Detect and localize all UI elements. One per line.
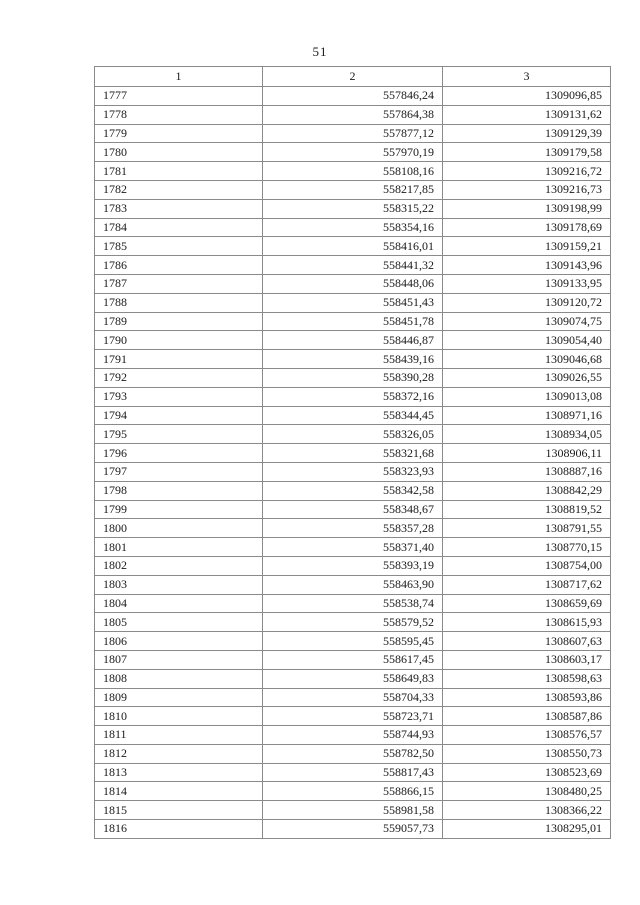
table-row (95, 87, 611, 106)
y-coordinate-cell: 1309096,85 (443, 87, 611, 106)
table-row (95, 575, 611, 594)
x-coordinate-cell: 558723,71 (263, 707, 443, 726)
x-coordinate-cell: 558446,87 (263, 331, 443, 350)
table-row (95, 820, 611, 839)
y-coordinate-cell: 1308615,93 (443, 613, 611, 632)
column-header-3: 3 (443, 67, 611, 87)
y-coordinate-cell: 1308971,16 (443, 406, 611, 425)
y-coordinate-cell: 1308906,11 (443, 444, 611, 463)
x-coordinate-cell: 558357,28 (263, 519, 443, 538)
point-number-cell: 1786 (95, 256, 263, 275)
point-number-cell: 1796 (95, 444, 263, 463)
point-number-cell: 1808 (95, 669, 263, 688)
table-row (95, 237, 611, 256)
x-coordinate-cell: 558344,45 (263, 406, 443, 425)
x-coordinate-cell: 557846,24 (263, 87, 443, 106)
x-coordinate-cell: 558315,22 (263, 199, 443, 218)
x-coordinate-cell: 558372,16 (263, 387, 443, 406)
point-number-cell: 1812 (95, 744, 263, 763)
y-coordinate-cell: 1308598,63 (443, 669, 611, 688)
point-number-cell: 1811 (95, 726, 263, 745)
table-row (95, 782, 611, 801)
x-coordinate-cell: 558321,68 (263, 444, 443, 463)
table-row (95, 124, 611, 143)
y-coordinate-cell: 1309198,99 (443, 199, 611, 218)
y-coordinate-cell: 1308550,73 (443, 744, 611, 763)
point-number-cell: 1782 (95, 180, 263, 199)
x-coordinate-cell: 558463,90 (263, 575, 443, 594)
table-row (95, 556, 611, 575)
table-row (95, 312, 611, 331)
x-coordinate-cell: 558538,74 (263, 594, 443, 613)
point-number-cell: 1793 (95, 387, 263, 406)
y-coordinate-cell: 1308887,16 (443, 462, 611, 481)
table-row (95, 387, 611, 406)
table-row (95, 594, 611, 613)
x-coordinate-cell: 559057,73 (263, 820, 443, 839)
x-coordinate-cell: 557877,12 (263, 124, 443, 143)
table-row (95, 650, 611, 669)
point-number-cell: 1777 (95, 87, 263, 106)
point-number-cell: 1804 (95, 594, 263, 613)
point-number-cell: 1815 (95, 801, 263, 820)
table-row (95, 350, 611, 369)
table-row (95, 613, 611, 632)
y-coordinate-cell: 1308295,01 (443, 820, 611, 839)
x-coordinate-cell: 558744,93 (263, 726, 443, 745)
x-coordinate-cell: 558323,93 (263, 462, 443, 481)
point-number-cell: 1810 (95, 707, 263, 726)
table-row (95, 256, 611, 275)
point-number-cell: 1792 (95, 368, 263, 387)
x-coordinate-cell: 558617,45 (263, 650, 443, 669)
y-coordinate-cell: 1309026,55 (443, 368, 611, 387)
point-number-cell: 1791 (95, 350, 263, 369)
y-coordinate-cell: 1308819,52 (443, 500, 611, 519)
y-coordinate-cell: 1309131,62 (443, 105, 611, 124)
point-number-cell: 1809 (95, 688, 263, 707)
y-coordinate-cell: 1308576,57 (443, 726, 611, 745)
y-coordinate-cell: 1308366,22 (443, 801, 611, 820)
table-row (95, 538, 611, 557)
x-coordinate-cell: 558866,15 (263, 782, 443, 801)
x-coordinate-cell: 558108,16 (263, 162, 443, 181)
x-coordinate-cell: 558354,16 (263, 218, 443, 237)
point-number-cell: 1779 (95, 124, 263, 143)
table-row (95, 763, 611, 782)
y-coordinate-cell: 1308659,69 (443, 594, 611, 613)
point-number-cell: 1781 (95, 162, 263, 181)
point-number-cell: 1785 (95, 237, 263, 256)
coordinates-table (94, 66, 611, 839)
table-row (95, 462, 611, 481)
x-coordinate-cell: 558595,45 (263, 632, 443, 651)
table-row (95, 143, 611, 162)
x-coordinate-cell: 557864,38 (263, 105, 443, 124)
y-coordinate-cell: 1309054,40 (443, 331, 611, 350)
table-row (95, 744, 611, 763)
point-number-cell: 1780 (95, 143, 263, 162)
y-coordinate-cell: 1309159,21 (443, 237, 611, 256)
table-row (95, 688, 611, 707)
point-number-cell: 1794 (95, 406, 263, 425)
x-coordinate-cell: 558217,85 (263, 180, 443, 199)
point-number-cell: 1803 (95, 575, 263, 594)
table-row (95, 162, 611, 181)
point-number-cell: 1814 (95, 782, 263, 801)
y-coordinate-cell: 1308770,15 (443, 538, 611, 557)
table-row (95, 707, 611, 726)
point-number-cell: 1787 (95, 274, 263, 293)
table-row (95, 481, 611, 500)
x-coordinate-cell: 558451,43 (263, 293, 443, 312)
y-coordinate-cell: 1309143,96 (443, 256, 611, 275)
point-number-cell: 1799 (95, 500, 263, 519)
y-coordinate-cell: 1309133,95 (443, 274, 611, 293)
table-row (95, 199, 611, 218)
point-number-cell: 1778 (95, 105, 263, 124)
x-coordinate-cell: 558342,58 (263, 481, 443, 500)
point-number-cell: 1816 (95, 820, 263, 839)
y-coordinate-cell: 1309178,69 (443, 218, 611, 237)
table-body (95, 87, 611, 839)
y-coordinate-cell: 1308791,55 (443, 519, 611, 538)
y-coordinate-cell: 1308842,29 (443, 481, 611, 500)
x-coordinate-cell: 558390,28 (263, 368, 443, 387)
point-number-cell: 1806 (95, 632, 263, 651)
x-coordinate-cell: 558981,58 (263, 801, 443, 820)
table-row (95, 444, 611, 463)
table-row (95, 368, 611, 387)
point-number-cell: 1801 (95, 538, 263, 557)
y-coordinate-cell: 1309216,72 (443, 162, 611, 181)
y-coordinate-cell: 1308480,25 (443, 782, 611, 801)
y-coordinate-cell: 1309179,58 (443, 143, 611, 162)
point-number-cell: 1798 (95, 481, 263, 500)
table-row (95, 519, 611, 538)
y-coordinate-cell: 1308717,62 (443, 575, 611, 594)
table-row (95, 274, 611, 293)
y-coordinate-cell: 1308587,86 (443, 707, 611, 726)
x-coordinate-cell: 558704,33 (263, 688, 443, 707)
point-number-cell: 1789 (95, 312, 263, 331)
table-row (95, 632, 611, 651)
column-header-2: 2 (263, 67, 443, 87)
x-coordinate-cell: 558817,43 (263, 763, 443, 782)
point-number-cell: 1800 (95, 519, 263, 538)
y-coordinate-cell: 1309120,72 (443, 293, 611, 312)
table-row (95, 293, 611, 312)
x-coordinate-cell: 558451,78 (263, 312, 443, 331)
y-coordinate-cell: 1308603,17 (443, 650, 611, 669)
table-row (95, 726, 611, 745)
table-row (95, 500, 611, 519)
y-coordinate-cell: 1309216,73 (443, 180, 611, 199)
point-number-cell: 1805 (95, 613, 263, 632)
x-coordinate-cell: 558439,16 (263, 350, 443, 369)
y-coordinate-cell: 1308593,86 (443, 688, 611, 707)
table-row (95, 331, 611, 350)
x-coordinate-cell: 558393,19 (263, 556, 443, 575)
table-row (95, 105, 611, 124)
x-coordinate-cell: 557970,19 (263, 143, 443, 162)
x-coordinate-cell: 558448,06 (263, 274, 443, 293)
y-coordinate-cell: 1309129,39 (443, 124, 611, 143)
point-number-cell: 1783 (95, 199, 263, 218)
x-coordinate-cell: 558649,83 (263, 669, 443, 688)
x-coordinate-cell: 558782,50 (263, 744, 443, 763)
y-coordinate-cell: 1309046,68 (443, 350, 611, 369)
point-number-cell: 1813 (95, 763, 263, 782)
x-coordinate-cell: 558326,05 (263, 425, 443, 444)
table-header-row (95, 67, 611, 87)
x-coordinate-cell: 558579,52 (263, 613, 443, 632)
y-coordinate-cell: 1309013,08 (443, 387, 611, 406)
x-coordinate-cell: 558371,40 (263, 538, 443, 557)
y-coordinate-cell: 1308754,00 (443, 556, 611, 575)
point-number-cell: 1795 (95, 425, 263, 444)
table-row (95, 218, 611, 237)
table-row (95, 180, 611, 199)
y-coordinate-cell: 1308523,69 (443, 763, 611, 782)
point-number-cell: 1784 (95, 218, 263, 237)
x-coordinate-cell: 558441,32 (263, 256, 443, 275)
x-coordinate-cell: 558348,67 (263, 500, 443, 519)
table-row (95, 669, 611, 688)
table-row (95, 406, 611, 425)
point-number-cell: 1802 (95, 556, 263, 575)
point-number-cell: 1797 (95, 462, 263, 481)
point-number-cell: 1807 (95, 650, 263, 669)
y-coordinate-cell: 1308607,63 (443, 632, 611, 651)
point-number-cell: 1788 (95, 293, 263, 312)
x-coordinate-cell: 558416,01 (263, 237, 443, 256)
y-coordinate-cell: 1308934,05 (443, 425, 611, 444)
point-number-cell: 1790 (95, 331, 263, 350)
table-row (95, 425, 611, 444)
table-row (95, 801, 611, 820)
page-number: 51 (312, 44, 328, 59)
y-coordinate-cell: 1309074,75 (443, 312, 611, 331)
column-header-1: 1 (95, 67, 263, 87)
